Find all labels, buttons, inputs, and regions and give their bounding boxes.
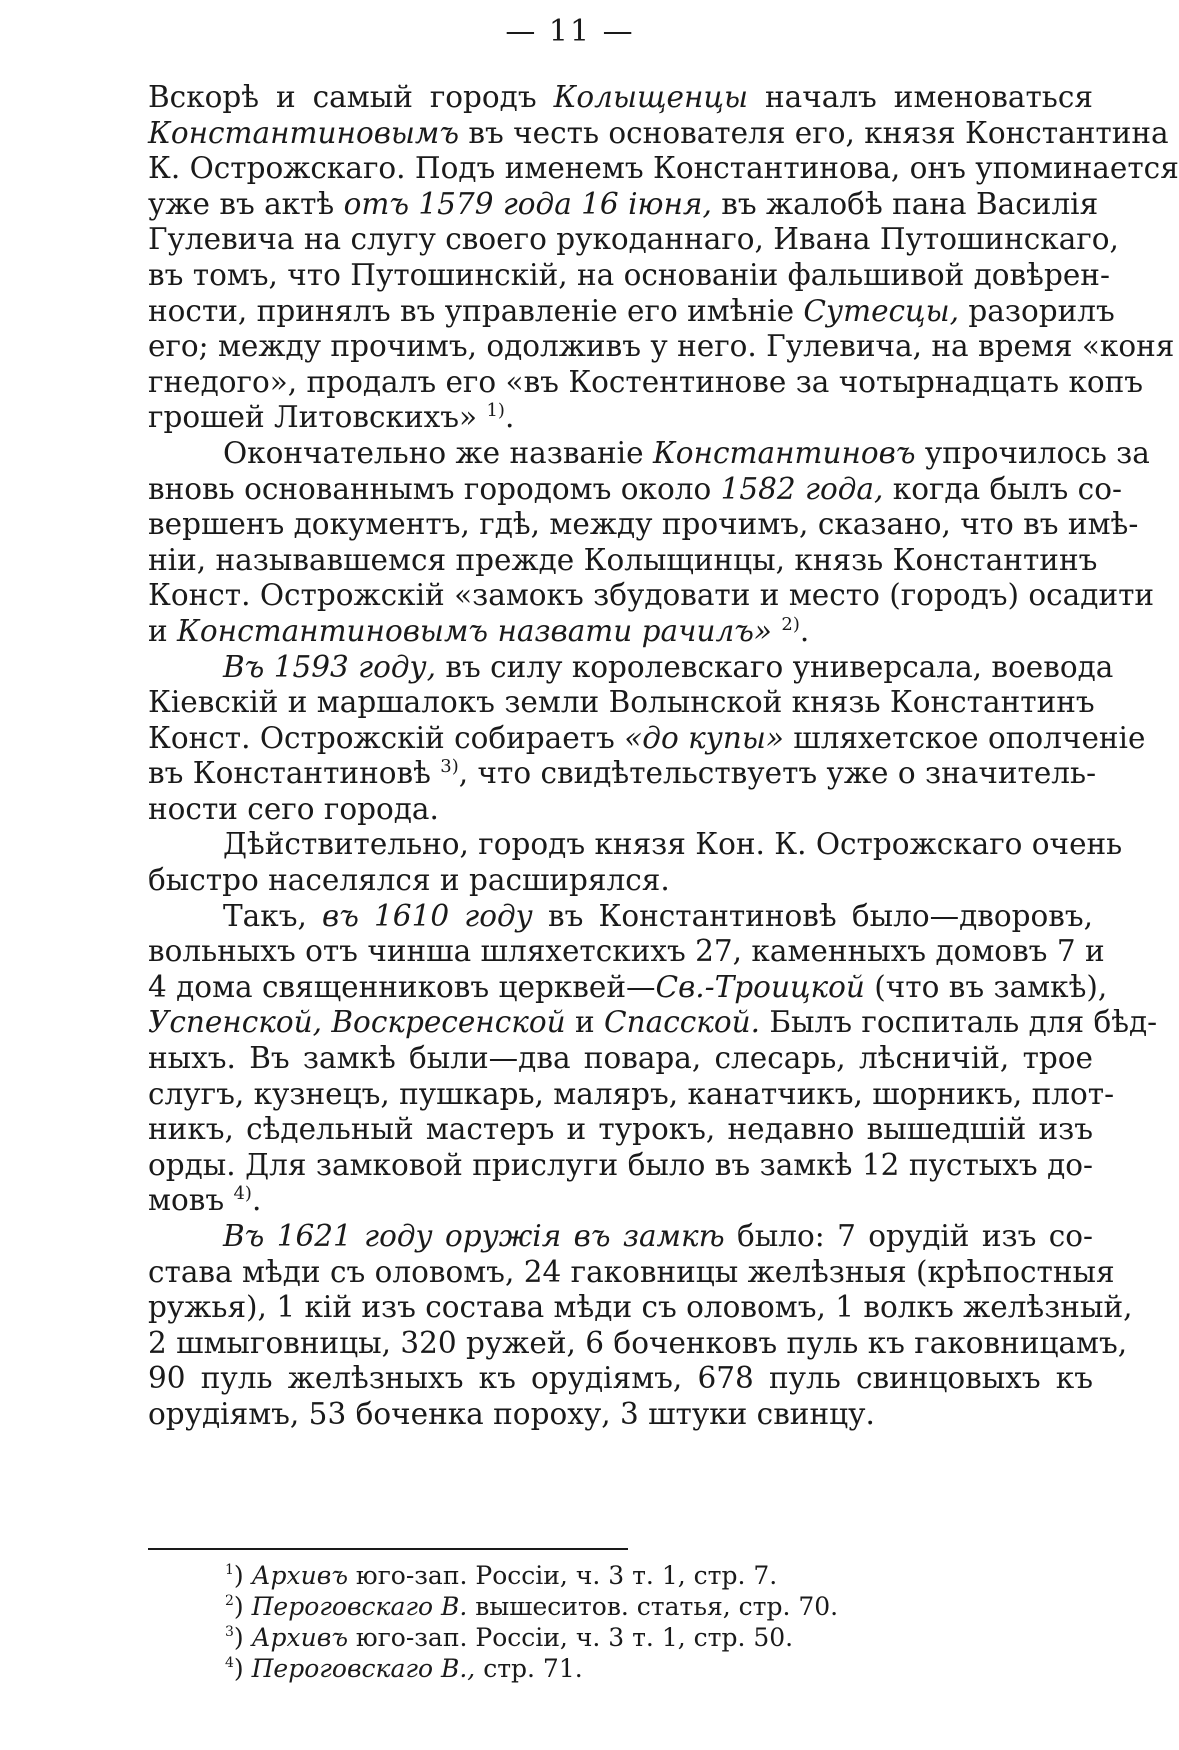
footnote-marker: 3 [225, 1624, 234, 1640]
text-line [148, 222, 1119, 258]
text-segment: уже въ актѣ [148, 186, 344, 221]
footnote-paren: ) [233, 1561, 252, 1590]
text-segment: въ честь основателя его, князя Константина [459, 115, 1169, 150]
text-segment: мовъ [148, 1183, 234, 1218]
footnote [225, 1591, 925, 1622]
text-line [148, 115, 1169, 152]
text-segment: Успенской, Воскресенской [148, 1005, 566, 1040]
text-segment: Спасской. [604, 1005, 760, 1040]
text-line [148, 257, 1110, 294]
text-segment: Колыщенцы [553, 80, 749, 114]
text-line [148, 756, 1097, 792]
text-segment: упрочилось за [915, 435, 1150, 470]
text-segment: въ силу королевскаго универсала, воевода [436, 649, 1114, 684]
text-segment: Вскорѣ и самый городъ [148, 80, 554, 114]
text-segment: 4 дома священниковъ церквей— [148, 969, 656, 1004]
footnote [225, 1560, 925, 1591]
text-line [148, 685, 1093, 721]
text-segment: грошей Литовскихъ» [148, 400, 487, 435]
text-segment: разорилъ [959, 293, 1115, 328]
footnote-text: юго-зап. Россіи, ч. 3 т. 1, стр. 50. [347, 1623, 794, 1652]
text-segment: Константиновъ [652, 435, 916, 470]
text-line [148, 364, 1144, 401]
text-segment: ружья), 1 кій изъ состава мѣди съ оловомъ, 1 волкъ желѣзный, [148, 1290, 1133, 1325]
text-line [148, 792, 1093, 828]
text-segment: 1582 года, [720, 471, 884, 506]
text-line [148, 400, 1093, 436]
text-segment: ніи, называвшемся прежде Колыщинцы, князь Константинъ [148, 542, 1098, 577]
footnote-paren: ) [233, 1623, 252, 1652]
footnote-text: Архивъ [251, 1623, 348, 1652]
text-line [148, 1005, 1158, 1041]
text-line [148, 507, 1139, 543]
text-segment: Константиновымъ назвати рачилъ» [177, 613, 772, 648]
footnote-text: юго-зап. Россіи, ч. 3 т. 1, стр. 7. [347, 1561, 778, 1590]
footnote-paren: ) [233, 1592, 252, 1621]
footnote-marker: 2 [225, 1593, 234, 1609]
text-line [148, 329, 1175, 365]
text-line [148, 471, 1122, 508]
text-segment: въ 1610 году [322, 898, 533, 933]
text-segment: Гулевича на слугу своего рукоданнаго, Ивана Путошинскаго, [148, 222, 1119, 257]
text-line [148, 186, 1099, 223]
text-segment: Сутесцы, [803, 293, 960, 328]
text-segment: отъ 1579 года 16 іюня, [343, 186, 712, 221]
footnotes [225, 1560, 925, 1684]
text-segment: Окончательно же названіе [223, 435, 653, 470]
text-line [148, 1397, 1093, 1433]
text-segment: въ жалобѣ пана Василія [711, 186, 1099, 221]
text-line [148, 934, 1105, 970]
text-segment: . [799, 613, 810, 648]
text-line [148, 1361, 1093, 1397]
text-segment: 90 пуль желѣзныхъ къ орудіямъ, 678 пуль свинцовыхъ къ [148, 1361, 1093, 1396]
text-line [148, 863, 1093, 899]
text-segment: въ томъ, что Путошинскій, на основаніи фальшивой довѣрен- [148, 257, 1110, 292]
text-segment: началъ именоваться [748, 80, 1093, 114]
text-segment: когда былъ со- [883, 471, 1122, 506]
text-line [148, 435, 1150, 472]
text-segment: Св.-Троицкой [655, 969, 865, 1004]
text-segment: ности сего города. [148, 791, 439, 826]
page-number: — 11 — [505, 14, 635, 49]
text-line [148, 720, 1146, 757]
footnote-text: вышеситов. статья, стр. 70. [467, 1592, 839, 1621]
text-line [148, 1112, 1093, 1148]
text-segment: быстро населялся и расширялся. [148, 863, 670, 898]
text-segment [772, 614, 781, 648]
text-segment: его; между прочимъ, одолживъ у него. Гулевича, на время «коня [148, 329, 1175, 364]
text-segment: , что свидѣтельствуетъ уже о значитель- [458, 756, 1097, 791]
body-text [148, 80, 1179, 1433]
text-segment: Кіевскій и маршалокъ земли Волынской князь Константинъ [148, 685, 1095, 720]
text-segment: Такъ, [223, 898, 323, 933]
text-segment: . [504, 400, 515, 435]
text-segment: гнедого», продалъ его «въ Костентинове за чотырнадцать копъ [148, 364, 1144, 399]
text-segment: Дѣйствительно, городъ князя Кон. К. Острожскаго очень [223, 827, 1123, 862]
text-segment: орудіямъ, 53 боченка пороху, 3 штуки свинцу. [148, 1396, 875, 1431]
text-segment: вершенъ документъ, гдѣ, между прочимъ, сказано, что въ имѣ- [148, 507, 1139, 542]
text-segment: никъ, сѣдельный мастеръ и турокъ, недавно вышедшій изъ [148, 1112, 1093, 1147]
text-segment: става мѣди съ оловомъ, 24 гаковницы желѣзныя (крѣпостныя [148, 1254, 1115, 1289]
footnote-ref: 2) [781, 613, 800, 635]
text-line [148, 827, 1123, 863]
text-line [148, 1290, 1133, 1326]
text-segment: въ Константиновѣ было—дворовъ, [532, 898, 1094, 933]
text-line [148, 1183, 1093, 1219]
text-segment: слугъ, кузнецъ, пушкарь, маляръ, канатчикъ, шорникъ, плот- [148, 1076, 1115, 1111]
text-segment: Константиновымъ [148, 115, 460, 150]
footnote-ref: 4) [233, 1183, 252, 1205]
text-segment: орды. Для замковой прислуги было въ замкѣ 12 пустыхъ до- [148, 1147, 1093, 1182]
text-segment: . [251, 1183, 262, 1218]
text-line [148, 1254, 1115, 1291]
text-segment: Въ 1621 году оружія въ замкѣ [223, 1219, 725, 1253]
footnote [225, 1622, 925, 1653]
text-segment: 2 шмыговницы, 320 ружей, 6 боченковъ пуль къ гаковницамъ, [148, 1325, 1128, 1360]
text-segment: вновь основаннымъ городомъ около [148, 471, 721, 506]
text-segment: Былъ госпиталь для бѣд- [760, 1005, 1158, 1040]
text-line [148, 899, 1093, 935]
text-line [148, 1076, 1115, 1113]
text-segment: К. Острожскаго. Подъ именемъ Константинова, онъ упоминается [148, 151, 1179, 186]
footnote-separator [148, 1548, 628, 1550]
text-line [148, 1219, 1093, 1255]
text-segment: въ Константиновѣ [148, 756, 441, 791]
footnote-paren: ) [233, 1654, 252, 1683]
text-segment: ности, принялъ въ управленіе его имѣніе [148, 293, 804, 328]
text-line [148, 649, 1114, 686]
footnote-text: стр. 71. [475, 1654, 583, 1683]
text-segment: Конст. Острожскій «замокъ збудовати и место (городъ) осадити [148, 578, 1155, 613]
footnote [225, 1653, 925, 1684]
text-segment: шляхетское ополченіе [783, 720, 1146, 755]
text-segment: Конст. Острожскій собираетъ [148, 720, 625, 755]
text-segment: (что въ замкѣ), [864, 969, 1108, 1004]
footnote-marker: 1 [225, 1562, 234, 1578]
text-line [148, 1148, 1093, 1184]
text-segment: вольныхъ отъ чинша шляхетскихъ 27, каменныхъ домовъ 7 и [148, 934, 1105, 969]
footnote-marker: 4 [225, 1655, 234, 1671]
text-segment: «до купы» [624, 720, 784, 755]
text-line [148, 80, 1093, 116]
text-line [148, 1325, 1128, 1362]
text-line [148, 1041, 1093, 1077]
text-segment: ныхъ. Въ замкѣ были—два повара, слесарь, лѣсничій, трое [148, 1041, 1093, 1076]
text-line [148, 542, 1098, 579]
text-segment: Въ 1593 году, [223, 649, 437, 684]
text-line [148, 614, 1093, 650]
text-segment: было: 7 орудій изъ со- [724, 1219, 1093, 1253]
footnote-text: Пероговскаго В., [251, 1654, 476, 1683]
text-segment: и [565, 1005, 605, 1040]
text-line [148, 969, 1108, 1006]
text-segment: и [148, 613, 178, 648]
text-line [148, 578, 1155, 614]
text-line [148, 293, 1115, 330]
footnote-text: Пероговскаго В. [251, 1592, 468, 1621]
footnote-text: Архивъ [251, 1561, 348, 1590]
footnote-ref: 3) [440, 756, 459, 778]
footnote-ref: 1) [486, 400, 505, 422]
text-line [148, 151, 1179, 187]
